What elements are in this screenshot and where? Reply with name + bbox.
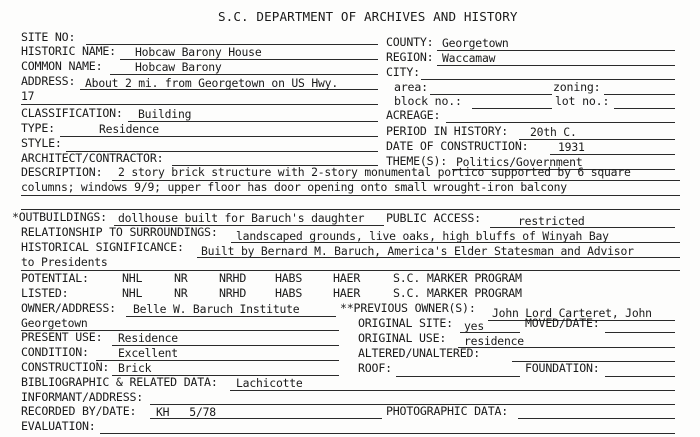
type-label: TYPE: (21, 121, 55, 135)
site-no-label: SITE NO: (21, 30, 76, 44)
address-value-1: About 2 mi. from Georgetown on US Hwy. (85, 76, 338, 90)
significance-value-1: Built by Bernard M. Baruch, America's Elder Statesman and Advisor (201, 244, 634, 258)
potential-label: POTENTIAL: (21, 271, 89, 285)
public-access-value: restricted (518, 214, 585, 228)
previous-owner-value: John Lord Carteret, John (492, 306, 652, 320)
foundation-line (605, 376, 675, 377)
relationship-value: landscaped grounds, live oaks, high bluffs of Winyah Bay (236, 229, 609, 243)
description-line-3 (21, 209, 680, 210)
zoning-line (604, 94, 675, 95)
form-title: S.C. DEPARTMENT OF ARCHIVES AND HISTORY (218, 9, 518, 24)
owner-line-1 (126, 316, 336, 317)
listed-haer: HAER (333, 286, 361, 300)
altered-label: ALTERED/UNALTERED: (358, 346, 481, 360)
address-label: ADDRESS: (21, 74, 76, 88)
block-no-line (472, 108, 552, 109)
original-use-line (458, 347, 675, 348)
original-use-label: ORIGINAL USE: (358, 331, 447, 345)
original-site-label: ORIGINAL SITE: (358, 316, 453, 330)
period-line (519, 139, 675, 140)
potential-nr: NR (174, 271, 188, 285)
date-value: 1931 (558, 140, 585, 154)
period-label: PERIOD IN HISTORY: (386, 124, 509, 138)
listed-marker: S.C. MARKER PROGRAM (393, 286, 522, 300)
bibliographic-label: BIBLIOGRAPHIC & RELATED DATA: (21, 375, 218, 389)
relationship-line (231, 242, 680, 243)
listed-nrhd: NRHD (219, 286, 247, 300)
historic-name-value: Hobcaw Barony House (135, 45, 262, 59)
lot-no-line (614, 108, 675, 109)
listed-nr: NR (174, 286, 188, 300)
description-value-2: columns; windows 9/9; upper floor has door opening onto small wrought-iron balcony (21, 180, 567, 194)
condition-label: CONDITION: (21, 345, 89, 359)
address-line-1 (80, 89, 378, 90)
acreage-label: ACREAGE: (386, 108, 441, 122)
description-value-1: 2 story brick structure with 2-story monumental portico supported by 6 square (118, 165, 631, 179)
listed-habs: HABS (275, 286, 303, 300)
classification-label: CLASSIFICATION: (21, 106, 123, 120)
roof-line (396, 376, 520, 377)
common-name-line (110, 74, 378, 75)
significance-label: HISTORICAL SIGNIFICANCE: (21, 240, 184, 254)
outbuildings-label: *OUTBUILDINGS: (12, 210, 107, 224)
county-label: COUNTY: (386, 35, 434, 49)
classification-value: Building (138, 107, 192, 121)
lot-no-label: lot no.: (555, 94, 610, 108)
outbuildings-value: dollhouse built for Baruch's daughter (118, 211, 365, 225)
potential-haer: HAER (333, 271, 361, 285)
condition-value: Excellent (118, 346, 178, 360)
historic-name-label: HISTORIC NAME: (21, 44, 116, 58)
area-label: area: (394, 80, 428, 94)
construction-label: CONSTRUCTION: (21, 360, 110, 374)
period-value: 20th C. (530, 125, 577, 139)
informant-label: INFORMANT/ADDRESS: (21, 390, 144, 404)
region-value: Waccamaw (442, 51, 496, 65)
recorded-label: RECORDED BY/DATE: (21, 404, 137, 418)
city-label: CITY: (386, 65, 420, 79)
style-label: STYLE: (21, 136, 62, 150)
bibliographic-value: Lachicotte (236, 376, 303, 390)
original-site-value: yes (464, 319, 484, 333)
relationship-label: RELATIONSHIP TO SURROUNDINGS: (21, 225, 218, 239)
region-line (437, 65, 675, 66)
description-line-2 (21, 195, 680, 196)
photographic-line (518, 418, 675, 419)
owner-label: OWNER/ADDRESS: (21, 301, 116, 315)
listed-nhl: NHL (122, 286, 143, 300)
owner-value-1: Belle W. Baruch Institute (133, 302, 300, 316)
owner-value-2: Georgetown (21, 316, 88, 330)
common-name-value: Hobcaw Barony (135, 60, 222, 74)
region-label: REGION: (386, 50, 434, 64)
construction-value: Brick (118, 361, 152, 375)
common-name-label: COMMON NAME: (21, 59, 103, 73)
potential-nrhd: NRHD (219, 271, 247, 285)
photographic-label: PHOTOGRAPHIC DATA: (386, 404, 509, 418)
recorded-line (150, 418, 382, 419)
themes-label: THEME(S): (386, 154, 448, 168)
bibliographic-line (230, 390, 675, 391)
description-label: DESCRIPTION: (21, 165, 103, 179)
zoning-label: zoning: (553, 80, 601, 94)
address-value-2: 17 (21, 89, 35, 103)
evaluation-label: EVALUATION: (21, 419, 96, 433)
potential-habs: HABS (275, 271, 303, 285)
type-value: Residence (99, 122, 159, 136)
city-line (421, 79, 675, 80)
architect-label: ARCHITECT/CONTRACTOR: (21, 151, 164, 165)
original-site-line (460, 332, 520, 333)
recorded-value: KH 5/78 (156, 405, 216, 419)
listed-label: LISTED: (21, 286, 69, 300)
roof-label: ROOF: (358, 361, 392, 375)
present-use-value: Residence (118, 331, 178, 345)
classification-line (128, 121, 378, 122)
moved-line (605, 332, 675, 333)
foundation-label: FOUNDATION: (525, 361, 600, 375)
themes-value: Politics/Government (456, 155, 583, 169)
block-no-label: block no.: (394, 94, 462, 108)
original-use-value: residence (464, 334, 524, 348)
evaluation-line (100, 433, 675, 434)
public-access-label: PUBLIC ACCESS: (386, 211, 481, 225)
significance-line-1 (197, 257, 680, 258)
public-access-line (490, 227, 675, 228)
potential-marker: S.C. MARKER PROGRAM (393, 271, 522, 285)
present-use-label: PRESENT USE: (21, 330, 103, 344)
address-line-2 (21, 104, 378, 105)
acreage-line (446, 122, 675, 123)
significance-value-2: to Presidents (21, 255, 108, 269)
moved-label: MOVED/DATE: (525, 316, 600, 330)
county-value: Georgetown (442, 36, 509, 50)
previous-owner-label: **PREVIOUS OWNER(S): (340, 301, 476, 315)
date-label: DATE OF CONSTRUCTION: (386, 139, 529, 153)
type-line (60, 136, 378, 137)
potential-nhl: NHL (122, 271, 143, 285)
